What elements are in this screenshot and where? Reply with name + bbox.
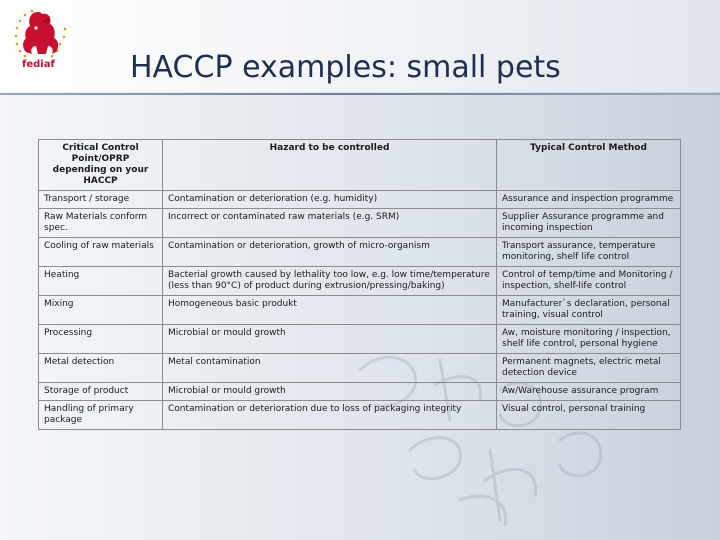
cell-method: Manufacturer`s declaration, personal training, visual control: [497, 296, 681, 325]
cell-ccp: Mixing: [39, 296, 163, 325]
cell-hazard: Homogeneous basic produkt: [163, 296, 497, 325]
cell-hazard: Microbial or mould growth: [163, 383, 497, 401]
table-header-row: [39, 140, 681, 191]
cell-ccp: Heating: [39, 267, 163, 296]
cell-ccp: Transport / storage: [39, 191, 163, 209]
table-row: [39, 325, 681, 354]
fediaf-logo: [8, 6, 74, 78]
cell-ccp: Handling of primary package: [39, 401, 163, 430]
cell-ccp: Metal detection: [39, 354, 163, 383]
cell-method: Aw/Warehouse assurance program: [497, 383, 681, 401]
haccp-table: [38, 139, 681, 430]
cell-hazard: Bacterial growth caused by lethality too low, e.g. low time/temperature (less than 90°C) of product during extrusion/pressing/baking): [163, 267, 497, 296]
cell-method: Transport assurance, temperature monitoring, shelf life control: [497, 238, 681, 267]
cell-method: Control of temp/time and Monitoring / inspection, shelf-life control: [497, 267, 681, 296]
table-row: [39, 401, 681, 430]
table-row: [39, 267, 681, 296]
cell-hazard: Incorrect or contaminated raw materials (e.g. SRM): [163, 209, 497, 238]
cell-method: Permanent magnets, electric metal detection device: [497, 354, 681, 383]
table-row: [39, 238, 681, 267]
header-control-method: Typical Control Method: [497, 140, 681, 191]
cell-hazard: Metal contamination: [163, 354, 497, 383]
cell-hazard: Contamination or deterioration, growth of micro-organism: [163, 238, 497, 267]
cell-method: Visual control, personal training: [497, 401, 681, 430]
title-divider: [0, 93, 720, 95]
cell-ccp: Processing: [39, 325, 163, 354]
table-row: [39, 354, 681, 383]
cell-hazard: Microbial or mould growth: [163, 325, 497, 354]
header-critical-control-point: Critical Control Point/OPRP depending on your HACCP: [39, 140, 163, 191]
cell-ccp: Raw Materials conform spec.: [39, 209, 163, 238]
cell-ccp: Cooling of raw materials: [39, 238, 163, 267]
cell-method: Aw, moisture monitoring / inspection, shelf life control, personal hygiene: [497, 325, 681, 354]
cell-method: Supplier Assurance programme and incoming inspection: [497, 209, 681, 238]
table-row: [39, 383, 681, 401]
fediaf-logo-text: fediaf: [22, 59, 55, 70]
cell-hazard: Contamination or deterioration due to loss of packaging integrity: [163, 401, 497, 430]
cell-method: Assurance and inspection programme: [497, 191, 681, 209]
table-row: [39, 209, 681, 238]
header-hazard: Hazard to be controlled: [163, 140, 497, 191]
cell-ccp: Storage of product: [39, 383, 163, 401]
cell-hazard: Contamination or deterioration (e.g. humidity): [163, 191, 497, 209]
table-row: [39, 296, 681, 325]
table-row: [39, 191, 681, 209]
page-title: HACCP examples: small pets: [130, 50, 561, 85]
